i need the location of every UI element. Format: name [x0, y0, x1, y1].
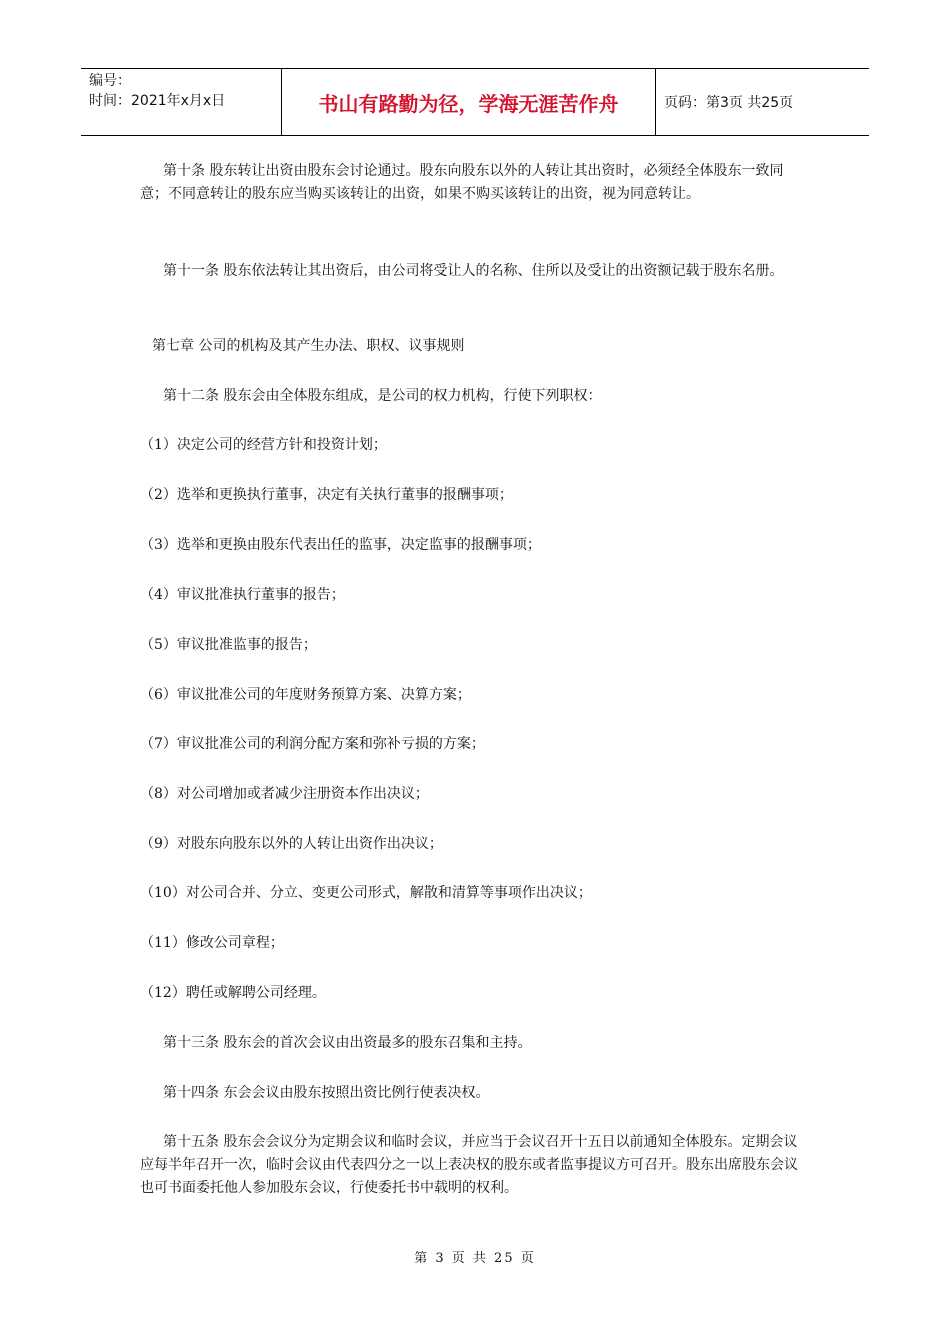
list-item: （10）对公司合并、分立、变更公司形式，解散和清算等事项作出决议；: [140, 885, 592, 901]
article-10: 第十条 股东转让出资由股东会讨论通过。股东向股东以外的人转让其出资时，必须经全体股东一致同意；不同意转让的股东应当购买该转让的出资，如果不购买该转让的出资，视为同意转让。: [140, 163, 784, 202]
header-page-info: 页码：第3页 共25页: [664, 95, 794, 111]
article-11: 第十一条 股东依法转让其出资后，由公司将受让人的名称、住所以及受让的出资额记载于股东名册。: [163, 263, 784, 279]
list-item: （9）对股东向股东以外的人转让出资作出决议；: [140, 836, 443, 852]
article-14: 第十四条 东会会议由股东按照出资比例行使表决权。: [163, 1085, 490, 1101]
list-item: （1）决定公司的经营方针和投资计划；: [140, 437, 387, 453]
list-item: （2）选举和更换执行董事，决定有关执行董事的报酬事项；: [140, 487, 513, 503]
list-item: （6）审议批准公司的年度财务预算方案、决算方案；: [140, 687, 471, 703]
list-item: （4）审议批准执行董事的报告；: [140, 587, 345, 603]
number-label: 编号：: [89, 73, 131, 89]
list-item: （3）选举和更换由股东代表出任的监事，决定监事的报酬事项；: [140, 537, 541, 553]
page-footer: 第 3 页 共 25 页: [414, 1251, 536, 1266]
list-item: （7）审议批准公司的利润分配方案和弥补亏损的方案；: [140, 736, 485, 752]
document-body: [140, 160, 810, 1196]
article-13: 第十三条 股东会的首次会议由出资最多的股东召集和主持。: [163, 1035, 532, 1051]
page-header: [81, 68, 869, 136]
list-item: （12）聘任或解聘公司经理。: [140, 985, 326, 1001]
date-label: 时间：2021年x月x日: [89, 93, 226, 109]
header-meta: [81, 69, 282, 135]
article-12: 第十二条 股东会由全体股东组成，是公司的权力机构，行使下列职权：: [163, 388, 602, 404]
header-motto: 书山有路勤为径，学海无涯苦作舟: [282, 69, 656, 135]
article-15: 第十五条 股东会会议分为定期会议和临时会议，并应当于会议召开十五日以前通知全体股东。定期会议应每半年召开一次，临时会议由代表四分之一以上表决权的股东或者监事提议方可召开。股东出席股东会议也可书面委托他人参加股东会议，行使委托书中载明的权利。: [140, 1134, 798, 1196]
list-item: （11）修改公司章程；: [140, 935, 284, 951]
list-item: （5）审议批准监事的报告；: [140, 637, 317, 653]
list-item: （8）对公司增加或者减少注册资本作出决议；: [140, 786, 429, 802]
chapter-7-heading: 第七章 公司的机构及其产生办法、职权、议事规则: [152, 338, 465, 354]
